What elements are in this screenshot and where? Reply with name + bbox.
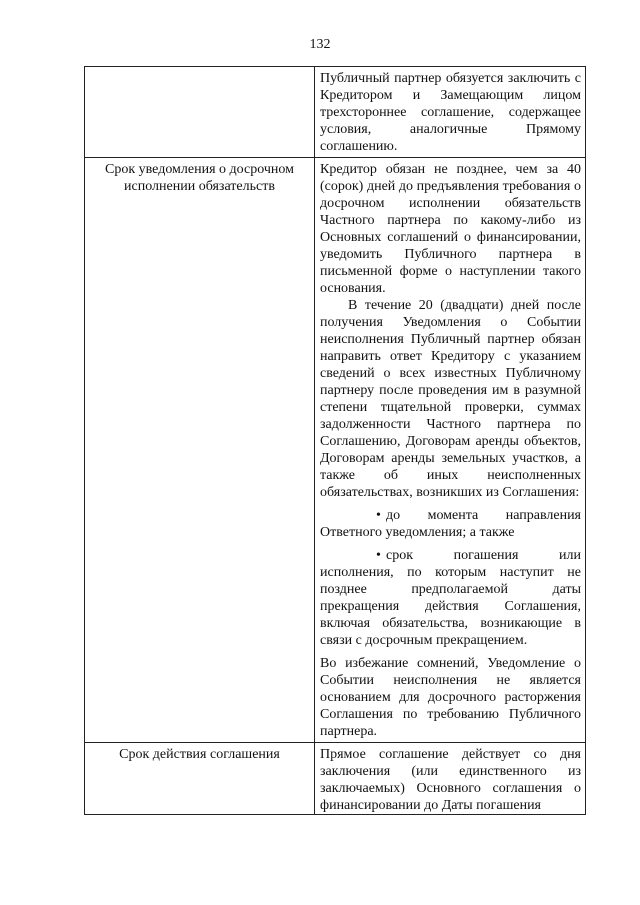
table-row [85,67,586,158]
paragraph: В течение 20 (двадцати) дней после получения Уведомления о Событии неисполнения Публичный партнер обязан направить ответ Кредитору с указанием сведений о всех известных Публичному партнеру после проведения им в разумной степени тщательной проверки, суммах задолженности Частного партнера по Соглашению, Договорам аренды объектов, Договорам аренды земельных участков, а также об иных неисполненных обязательствах, возникших из Соглашения: [320,298,581,500]
term-label [85,67,315,158]
paragraph: Во избежание сомнений, Уведомление о Событии неисполнения не является основанием для досрочного расторжения Соглашения по требованию Публичного партнера. [320,656,581,739]
paragraph: Прямое соглашение действует со дня заключения (или единственного из заключаемых) Основного соглашения о финансировании до Даты погашения [320,747,581,813]
paragraph: Публичный партнер обязуется заключить с Кредитором и Замещающим лицом трехстороннее соглашение, содержащее условия, аналогичные Прямому соглашению. [320,71,581,154]
term-description [315,743,586,815]
term-label: Срок уведомления о досрочном исполнении обязательств [85,158,315,743]
table-row [85,158,586,743]
table-row [85,743,586,815]
page-number: 132 [309,37,331,52]
paragraph: Кредитор обязан не позднее, чем за 40 (сорок) дней до предъявления требования о досрочном исполнении обязательств Частного партнера по какому-либо из Основных соглашений о финансировании, уведомить Публичного партнера в письменной форме о наступлении такого основания. [320,162,581,296]
bullet-item [320,507,581,541]
bullet-text: срок погашения или исполнения, по которым наступит не позднее предполагаемой даты прекращения действия Соглашения, включая обязательства, возникающие в связи с досрочным прекращением. [320,548,581,648]
term-description [315,158,586,743]
terms-table [84,66,586,815]
bullet-item [320,547,581,649]
bullet-text: до момента направления Ответного уведомления; а также [320,508,581,540]
term-label: Срок действия соглашения [85,743,315,815]
bullet-icon: • [376,508,381,523]
bullet-icon: • [376,548,381,563]
term-description [315,67,586,158]
